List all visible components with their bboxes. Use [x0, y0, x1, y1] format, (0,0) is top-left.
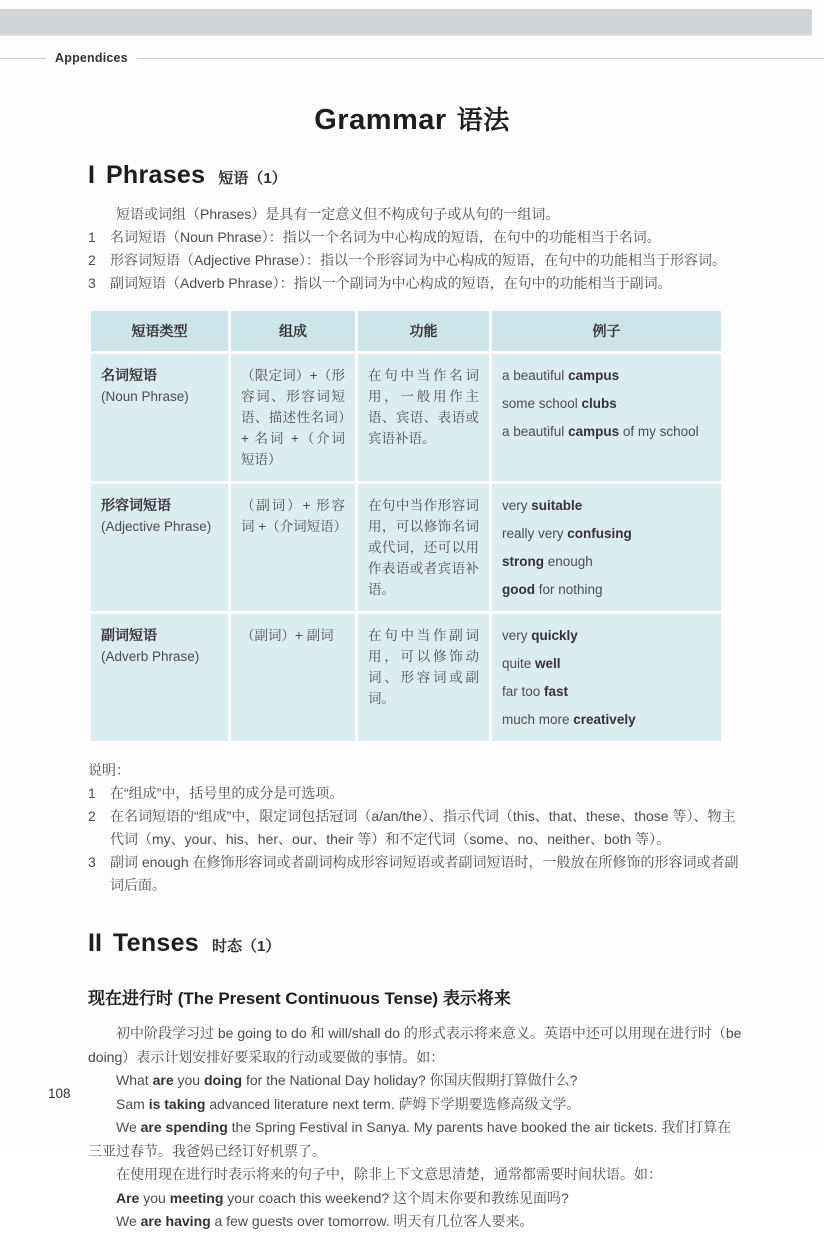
bold-text: Are	[116, 1189, 140, 1206]
text: for the National Day holiday? 你国庆假期打算做什么?	[242, 1072, 578, 1088]
bold-text: are spending	[140, 1119, 228, 1135]
tense-subheading: 现在进行时 (The Present Continuous Tense) 表示将来	[88, 989, 511, 1008]
phrases-intro: 短语或词组（Phrases）是具有一定意义但不构成句子或从句的一组词。	[116, 206, 560, 222]
function-cell: 在句中当作形容词用，可以修饰名词或代词，还可以用作表语或者宾语补语。	[358, 484, 489, 611]
running-head-rule-left	[0, 58, 46, 59]
phrase-type-zh: 名词短语	[101, 367, 157, 383]
notes-block	[88, 759, 744, 897]
item-text: 副词短语（Adverb Phrase）：指以一个副词为中心构成的短语，在句中的功能相当于副词。	[110, 275, 672, 291]
phrase-type-zh: 副词短语	[101, 627, 157, 643]
text: 初中阶段学习过 be going to do 和 will/shall do 的形式表示将来意义。英语中还可以用现在进行时（be doing）表示计划安排好要采取的行动或要做的事情。如：	[88, 1025, 742, 1065]
composition-cell: （副词）+ 形容词 +（介词短语）	[231, 484, 355, 611]
example-line	[502, 653, 711, 674]
text: your coach this weekend? 这个周末你要和教练见面吗?	[223, 1189, 569, 1206]
note-text: 在“组成”中，括号里的成分是可选项。	[110, 785, 344, 801]
text: the Spring Festival in Sanya. My parents have booked the air tickets. 我们打算在三亚过春节。我爸妈已经订好机票了。	[88, 1119, 732, 1159]
example-line	[502, 421, 711, 442]
table-row	[91, 484, 721, 611]
table-header-row	[91, 311, 721, 351]
item-number: 1	[88, 229, 96, 245]
bold-text: suitable	[531, 498, 583, 513]
text: for nothing	[535, 582, 603, 597]
text: far too	[502, 684, 545, 699]
text: quite	[502, 656, 536, 671]
item-number: 2	[88, 252, 96, 268]
phrases-table-head	[91, 311, 721, 351]
text: We	[116, 1213, 141, 1229]
item-number: 3	[88, 275, 96, 291]
bold-text: campus	[568, 368, 620, 383]
phrase-type-en: (Adjective Phrase)	[101, 519, 212, 534]
phrases-table	[88, 308, 724, 744]
section-heading-phrases	[88, 161, 824, 190]
text: What	[116, 1072, 153, 1088]
bold-text: are	[152, 1072, 174, 1088]
notes-label: 说明：	[88, 762, 130, 778]
phrase-type-zh: 形容词短语	[101, 497, 171, 513]
composition-cell: （副词）+ 副词	[231, 614, 355, 741]
text: 在使用现在进行时表示将来的句子中，除非上下文意思清楚，通常都需要时间状语。如：	[116, 1166, 662, 1182]
running-head	[0, 51, 824, 65]
bold-text: creatively	[573, 712, 636, 727]
phrase-type-cell	[91, 354, 228, 481]
text: really very	[502, 526, 568, 541]
text: a beautiful	[502, 368, 569, 383]
text: some school	[502, 396, 582, 411]
phrase-type-cell	[91, 484, 228, 611]
note-item	[88, 851, 744, 897]
text: much more	[502, 712, 574, 727]
section-numeral: II	[88, 929, 102, 957]
item-text: 形容词短语（Adjective Phrase）：指以一个形容词为中心构成的短语，在句中的功能相当于形容词。	[110, 252, 727, 268]
examples-cell	[492, 614, 721, 741]
bold-text: strong	[502, 554, 544, 569]
table-header-examples: 例子	[492, 311, 721, 351]
text: you	[173, 1072, 204, 1088]
example-line	[502, 579, 711, 600]
bold-text: clubs	[581, 396, 617, 411]
section-heading-tenses	[88, 929, 824, 958]
text: advanced literature next term. 萨姆下学期要选修高级文学。	[205, 1095, 581, 1112]
bold-text: campus	[568, 424, 620, 439]
example-line	[502, 523, 711, 544]
running-head-label: Appendices	[55, 51, 128, 65]
paragraph	[88, 1093, 742, 1117]
phrase-type-list	[88, 226, 740, 295]
paragraph	[88, 1187, 742, 1211]
bold-text: is taking	[148, 1095, 206, 1112]
item-text: 名词短语（Noun Phrase）：指以一个名词为中心构成的短语，在句中的功能相当于名词。	[110, 229, 661, 245]
bold-text: good	[502, 582, 535, 597]
phrase-type-en: (Noun Phrase)	[101, 389, 189, 404]
paragraph	[88, 1163, 742, 1187]
example-line	[502, 393, 711, 414]
paragraph	[88, 1210, 742, 1234]
note-item	[88, 805, 744, 851]
note-text: 在名词短语的“组成”中，限定词包括冠词（a/an/the）、指示代词（this、that、these、those 等）、物主代词（my、your、his、her、our、their 等）和不定代词（some、no、neither、both 等）。	[110, 808, 736, 847]
bold-text: meeting	[169, 1189, 224, 1206]
page-top-gray-band	[0, 9, 812, 36]
note-item	[88, 782, 744, 805]
section-title-zh: 时态（1）	[212, 938, 281, 955]
phrase-type-cell	[91, 614, 228, 741]
paragraph	[88, 1069, 742, 1093]
example-line	[502, 495, 711, 516]
function-cell: 在句中当作副词用，可以修饰动词、形容词或副词。	[358, 614, 489, 741]
running-head-rule-right	[137, 58, 824, 59]
section-title-en: Tenses	[112, 929, 200, 957]
text: a few guests over tomorrow. 明天有几位客人要来。	[210, 1213, 534, 1229]
example-line	[502, 681, 711, 702]
bold-text: confusing	[567, 526, 632, 541]
text: a beautiful	[502, 424, 569, 439]
text: enough	[544, 554, 593, 569]
text: very	[502, 498, 532, 513]
section-title-en: Phrases	[105, 161, 206, 189]
bold-text: quickly	[531, 628, 578, 643]
bold-text: well	[535, 656, 561, 671]
note-number: 1	[88, 785, 96, 801]
note-number: 3	[88, 854, 96, 870]
table-row	[91, 354, 721, 481]
examples-cell	[492, 354, 721, 481]
table-header-function: 功能	[358, 311, 489, 351]
examples-cell	[492, 484, 721, 611]
phrases-intro-block	[88, 203, 740, 295]
numbered-item	[88, 272, 740, 295]
section-numeral: I	[88, 161, 95, 189]
bold-text: doing	[203, 1072, 243, 1088]
notes-list	[88, 782, 744, 897]
note-number: 2	[88, 808, 96, 824]
text: of my school	[619, 424, 699, 439]
phrase-type-en: (Adverb Phrase)	[101, 649, 200, 664]
numbered-item	[88, 249, 740, 272]
text: Sam	[116, 1095, 149, 1112]
phrases-table-body	[91, 354, 721, 741]
paragraph	[88, 1116, 742, 1163]
example-line	[502, 365, 711, 386]
table-header-composition: 组成	[231, 311, 355, 351]
example-line	[502, 551, 711, 572]
page-number: 108	[48, 1086, 71, 1101]
example-line	[502, 709, 711, 730]
bold-text: fast	[544, 684, 569, 699]
text: you	[139, 1189, 170, 1206]
text: very	[502, 628, 532, 643]
table-header-type: 短语类型	[91, 311, 228, 351]
table-row	[91, 614, 721, 741]
composition-cell: （限定词）+（形容词、形容词短语、描述性名词）+ 名词 +（介词短语）	[231, 354, 355, 481]
page-title-zh: 语法	[456, 105, 510, 135]
bold-text: are having	[140, 1213, 211, 1229]
text: We	[116, 1119, 141, 1135]
function-cell: 在句中当作名词用，一般用作主语、宾语、表语或宾语补语。	[358, 354, 489, 481]
page-title-en: Grammar	[314, 104, 447, 136]
section-title-zh: 短语（1）	[218, 170, 287, 187]
note-text: 副词 enough 在修饰形容词或者副词构成形容词短语或者副词短语时，一般放在所修饰的形容词或者副词后面。	[110, 854, 739, 893]
paragraph	[88, 1022, 742, 1069]
numbered-item	[88, 226, 740, 249]
example-line	[502, 625, 711, 646]
tense-paragraphs	[88, 1022, 742, 1234]
